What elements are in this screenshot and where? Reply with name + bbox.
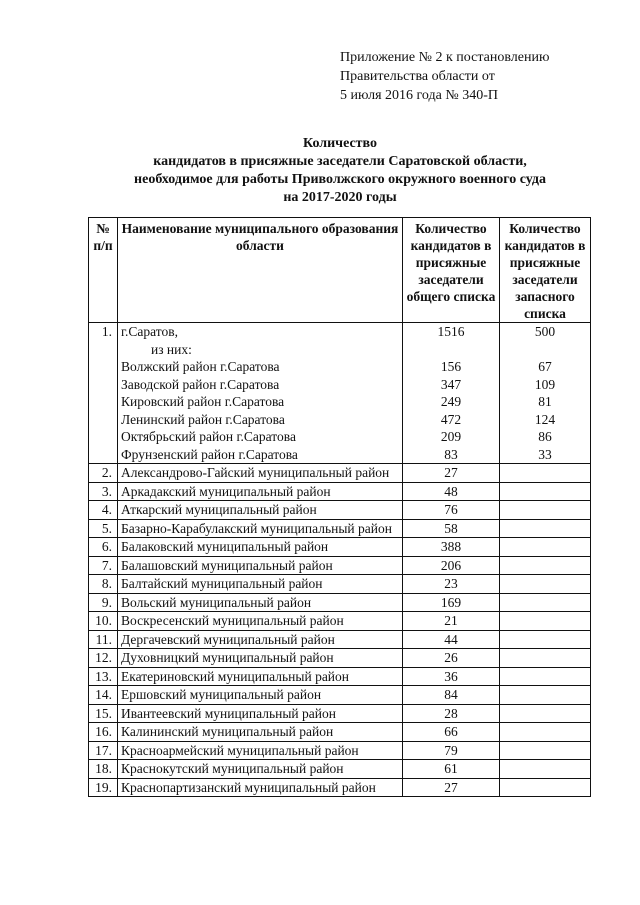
appendix-line: Приложение № 2 к постановлению xyxy=(340,50,550,65)
row-general: 27 xyxy=(403,778,500,797)
row-name: Аткарский муниципальный район xyxy=(118,501,403,520)
district-general: 347 xyxy=(440,376,462,392)
row-general: 79 xyxy=(403,741,500,760)
row-name: Александрово-Гайский муниципальный район xyxy=(118,464,403,483)
row-general: 1516 xyxy=(437,324,465,339)
row-general: 27 xyxy=(403,464,500,483)
table-row xyxy=(89,630,591,649)
row-num: 6. xyxy=(89,538,118,557)
row-reserve xyxy=(500,464,591,483)
row-num: 17. xyxy=(89,741,118,760)
row-name: Балаковский муниципальный район xyxy=(118,538,403,557)
table-row xyxy=(89,482,591,501)
row-general: 26 xyxy=(403,649,500,668)
row-general: 61 xyxy=(403,760,500,779)
row-num: 12. xyxy=(89,649,118,668)
row-num: 15. xyxy=(89,704,118,723)
table-row xyxy=(89,538,591,557)
row-general: 48 xyxy=(403,482,500,501)
title-line: на 2017-2020 годы xyxy=(283,190,397,205)
row-general: 206 xyxy=(403,556,500,575)
row-name: Вольский муниципальный район xyxy=(118,593,403,612)
row-num: 14. xyxy=(89,686,118,705)
district-name: Фрунзенский район г.Саратова xyxy=(121,446,298,462)
row-reserve xyxy=(500,778,591,797)
row-general: 388 xyxy=(403,538,500,557)
row-num: 1. xyxy=(89,323,118,464)
row-num: 13. xyxy=(89,667,118,686)
header-num: № п/п xyxy=(89,218,118,323)
row-general: 76 xyxy=(403,501,500,520)
row-reserve-cell xyxy=(500,323,591,464)
row-general: 28 xyxy=(403,704,500,723)
row-name: Краснокутский муниципальный район xyxy=(118,760,403,779)
title-line: необходимое для работы Приволжского окружного военного суда xyxy=(134,172,546,187)
row-general: 58 xyxy=(403,519,500,538)
row-num: 16. xyxy=(89,723,118,742)
row-reserve xyxy=(500,630,591,649)
row-reserve xyxy=(500,501,591,520)
district-general: 83 xyxy=(444,446,458,462)
row-reserve xyxy=(500,723,591,742)
district-general: 156 xyxy=(440,359,462,374)
row-name: Воскресенский муниципальный район xyxy=(118,612,403,631)
row-general: 21 xyxy=(403,612,500,631)
table-row xyxy=(89,778,591,797)
row-name: г.Саратов, xyxy=(121,324,178,339)
row-sub-label: из них: xyxy=(151,341,192,357)
row-num: 2. xyxy=(89,464,118,483)
row-name: Духовницкий муниципальный район xyxy=(118,649,403,668)
table-row xyxy=(89,760,591,779)
row-reserve xyxy=(500,649,591,668)
row-general: 84 xyxy=(403,686,500,705)
table-row xyxy=(89,556,591,575)
row-general: 44 xyxy=(403,630,500,649)
row-reserve xyxy=(500,482,591,501)
district-general: 472 xyxy=(440,411,462,427)
district-name: Заводской район г.Саратова xyxy=(121,376,280,392)
table-header-row xyxy=(89,218,591,323)
district-reserve: 67 xyxy=(538,359,552,374)
row-reserve xyxy=(500,704,591,723)
row-reserve xyxy=(500,612,591,631)
header-reserve-list: Количество кандидатов в присяжные заседатели запасного списка xyxy=(500,218,591,323)
row-num: 11. xyxy=(89,630,118,649)
row-reserve xyxy=(500,593,591,612)
table-row xyxy=(89,649,591,668)
district-reserve: 33 xyxy=(538,446,552,462)
row-reserve xyxy=(500,556,591,575)
candidates-table xyxy=(88,217,591,797)
district-general: 209 xyxy=(440,429,462,444)
row-name: Екатериновский муниципальный район xyxy=(118,667,403,686)
row-num: 18. xyxy=(89,760,118,779)
table-row-saratov xyxy=(89,323,591,464)
table-row xyxy=(89,593,591,612)
district-reserve: 81 xyxy=(538,394,552,409)
row-num: 7. xyxy=(89,556,118,575)
row-num: 19. xyxy=(89,778,118,797)
row-name: Ивантеевский муниципальный район xyxy=(118,704,403,723)
appendix-line: 5 июля 2016 года № 340-П xyxy=(340,88,498,103)
row-reserve xyxy=(500,538,591,557)
table-row xyxy=(89,704,591,723)
row-name: Красноармейский муниципальный район xyxy=(118,741,403,760)
title-line: Количество xyxy=(302,136,378,151)
row-general: 169 xyxy=(403,593,500,612)
table-row xyxy=(89,575,591,594)
table-row xyxy=(89,464,591,483)
district-general: 249 xyxy=(440,394,462,409)
row-num: 9. xyxy=(89,593,118,612)
table-row xyxy=(89,501,591,520)
row-reserve: 500 xyxy=(534,324,556,339)
row-general: 23 xyxy=(403,575,500,594)
row-name: Калининский муниципальный район xyxy=(118,723,403,742)
row-name: Аркадакский муниципальный район xyxy=(118,482,403,501)
row-name-cell xyxy=(118,323,403,464)
row-reserve xyxy=(500,575,591,594)
row-name: Балашовский муниципальный район xyxy=(118,556,403,575)
row-reserve xyxy=(500,760,591,779)
header-general-list: Количество кандидатов в присяжные заседатели общего списка xyxy=(403,218,500,323)
district-name: Волжский район г.Саратова xyxy=(121,359,280,374)
table-row xyxy=(89,519,591,538)
row-name: Ершовский муниципальный район xyxy=(118,686,403,705)
row-general: 36 xyxy=(403,667,500,686)
district-name: Октябрьский район г.Саратова xyxy=(121,429,296,444)
row-reserve xyxy=(500,667,591,686)
row-num: 4. xyxy=(89,501,118,520)
row-general: 66 xyxy=(403,723,500,742)
row-name: Балтайский муниципальный район xyxy=(118,575,403,594)
row-num: 8. xyxy=(89,575,118,594)
row-num: 10. xyxy=(89,612,118,631)
document-title xyxy=(110,135,570,207)
district-reserve: 124 xyxy=(534,411,556,427)
appendix-line: Правительства области от xyxy=(340,69,495,84)
title-line: кандидатов в присяжные заседатели Саратовской области, xyxy=(153,154,527,169)
district-name: Ленинский район г.Саратова xyxy=(121,411,285,427)
row-name: Дергачевский муниципальный район xyxy=(118,630,403,649)
table-row xyxy=(89,667,591,686)
row-num: 5. xyxy=(89,519,118,538)
appendix-note xyxy=(340,48,549,105)
row-name: Базарно-Карабулакский муниципальный район xyxy=(118,519,403,538)
row-reserve xyxy=(500,741,591,760)
table-row xyxy=(89,723,591,742)
row-reserve xyxy=(500,686,591,705)
row-general-cell xyxy=(403,323,500,464)
row-num: 3. xyxy=(89,482,118,501)
row-name: Краснопартизанский муниципальный район xyxy=(118,778,403,797)
district-reserve: 86 xyxy=(538,429,552,444)
table-row xyxy=(89,612,591,631)
table-row xyxy=(89,741,591,760)
row-reserve xyxy=(500,519,591,538)
district-reserve: 109 xyxy=(534,376,556,392)
header-name: Наименование муниципального образования области xyxy=(118,218,403,323)
district-name: Кировский район г.Саратова xyxy=(121,394,285,409)
table-row xyxy=(89,686,591,705)
